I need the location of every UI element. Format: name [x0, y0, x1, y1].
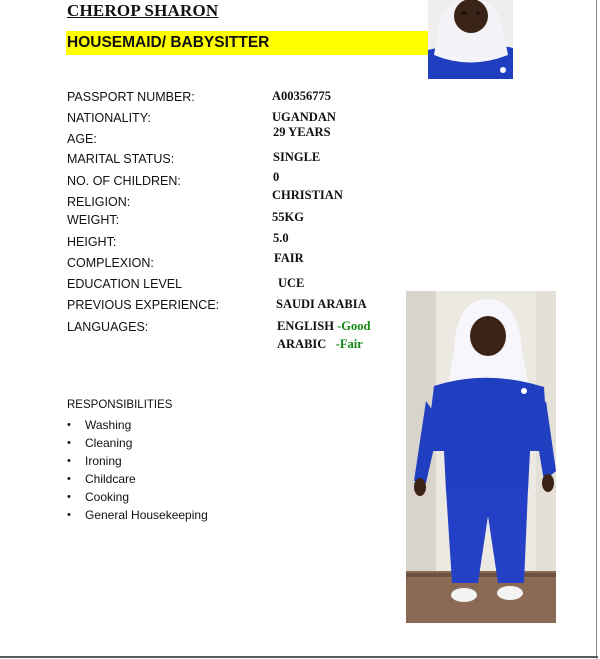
weight-value: 55KG [272, 210, 304, 224]
list-item: • General Housekeeping [67, 506, 208, 524]
page-edge-bottom [0, 656, 598, 658]
list-item: • Cooking [67, 488, 208, 506]
experience-label: PREVIOUS EXPERIENCE: [67, 298, 220, 312]
complexion-label: COMPLEXION: [67, 256, 154, 270]
height-value: 5.0 [273, 231, 289, 245]
responsibilities-list [67, 416, 208, 524]
candidate-role: HOUSEMAID/ BABYSITTER [67, 34, 270, 51]
religion-value: CHRISTIAN [272, 188, 343, 202]
full-body-photo [406, 291, 556, 623]
education-value: UCE [278, 276, 305, 290]
children-value: 0 [273, 170, 280, 184]
experience-value: SAUDI ARABIA [276, 297, 367, 311]
language-name: ENGLISH [277, 319, 334, 333]
page-edge-right [596, 0, 597, 659]
language-english [277, 319, 370, 334]
language-name: ARABIC [277, 337, 327, 351]
responsibilities-title: RESPONSIBILITIES [67, 399, 173, 411]
list-item: • Cleaning [67, 434, 208, 452]
nationality-value: UGANDAN [272, 110, 336, 124]
languages-label: LANGUAGES: [67, 320, 149, 334]
marital-status-label: MARITAL STATUS: [67, 152, 175, 166]
marital-status-value: SINGLE [273, 150, 321, 164]
portrait-photo [428, 0, 513, 79]
children-label: NO. OF CHILDREN: [67, 174, 181, 188]
weight-label: WEIGHT: [67, 213, 120, 227]
list-item: • Ironing [67, 452, 208, 470]
language-level: -Fair [335, 337, 363, 351]
age-value: 29 YEARS [273, 125, 331, 139]
language-arabic [277, 337, 363, 352]
list-item: • Washing [67, 416, 208, 434]
passport-label: PASSPORT NUMBER: [67, 90, 195, 104]
nationality-label: NATIONALITY: [67, 111, 151, 125]
age-label: AGE: [67, 132, 97, 146]
language-level: -Good [337, 319, 371, 333]
passport-value: A00356775 [272, 89, 332, 103]
candidate-name: CHEROP SHARON [67, 1, 219, 20]
education-label: EDUCATION LEVEL [67, 277, 183, 291]
height-label: HEIGHT: [67, 235, 117, 249]
complexion-value: FAIR [274, 251, 304, 265]
religion-label: RELIGION: [67, 195, 131, 209]
list-item: • Childcare [67, 470, 208, 488]
